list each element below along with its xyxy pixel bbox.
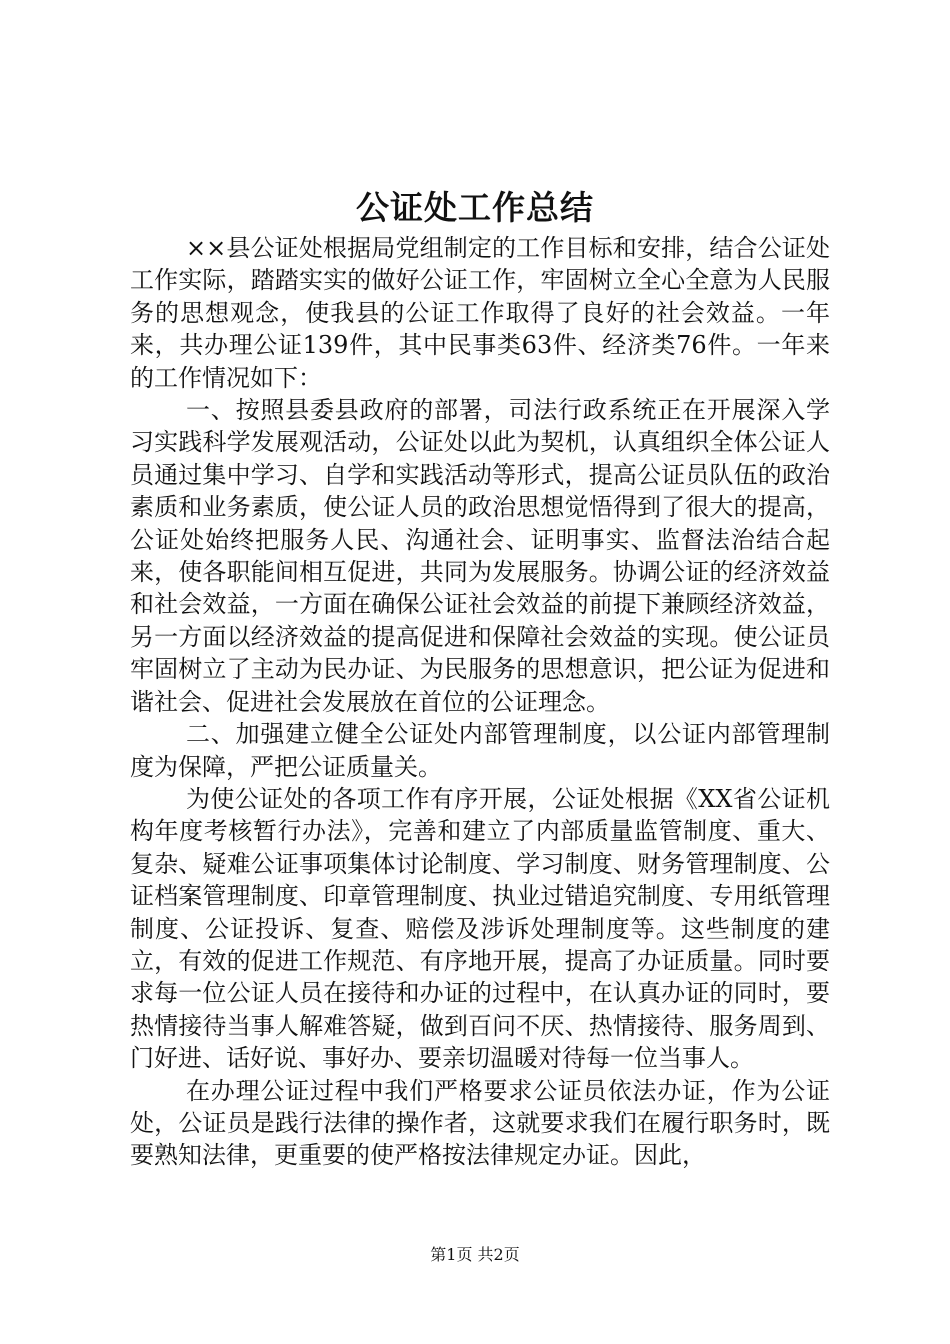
page-title: 公证处工作总结 — [356, 188, 594, 227]
paragraph-lawful-process: 在办理公证过程中我们严格要求公证员依法办证，作为公证处，公证员是践行法律的操作者，这就要求我们在履行职务时，既要熟知法律，更重要的使严格按法律规定办证。因此， — [130, 1076, 830, 1170]
paragraph-section-1: 一、按照县委县政府的部署，司法行政系统正在开展深入学习实践科学发展观活动，公证处以此为契机，认真组织全体公证人员通过集中学习、自学和实践活动等形式，提高公证员队伍的政治素质和业务素质，使公证人员的政治思想觉悟得到了很大的提高，公证处始终把服务人民、沟通社会、证明事实、监督法治结合起来，使各职能间相互促进，共同为发展服务。协调公证的经济效益和社会效益，一方面在确保公证社会效益的前提下兼顾经济效益，另一方面以经济效益的提高促进和保障社会效益的实现。使公证员牢固树立了主动为民办证、为民服务的思想意识，把公证为促进和谐社会、促进社会发展放在首位的公证理念。 — [130, 396, 830, 716]
document-body — [130, 232, 830, 1172]
page-number-footer: 第1页 共2页 — [430, 1245, 520, 1264]
paragraph-management-rules: 为使公证处的各项工作有序开展，公证处根据《XX省公证机构年度考核暂行办法》，完善和建立了内部质量监管制度、重大、复杂、疑难公证事项集体讨论制度、学习制度、财务管理制度、公证档案管理制度、印章管理制度、执业过错追究制度、专用纸管理制度、公证投诉、复查、赔偿及涉诉处理制度等。这些制度的建立，有效的促进工作规范、有序地开展，提高了办证质量。同时要求每一位公证人员在接待和办证的过程中，在认真办证的同时，要热情接待当事人解难答疑，做到百问不厌、热情接待、服务周到、门好进、话好说、事好办、要亲切温暖对待每一位当事人。 — [130, 784, 830, 1073]
paragraph-intro: ××县公证处根据局党组制定的工作目标和安排，结合公证处工作实际，踏踏实实的做好公证工作，牢固树立全心全意为人民服务的思想观念，使我县的公证工作取得了良好的社会效益。一年来，共办理公证139件，其中民事类63件、经济类76件。一年来的工作情况如下： — [130, 234, 830, 392]
paragraph-section-2: 二、加强建立健全公证处内部管理制度，以公证内部管理制度为保障，严把公证质量关。 — [130, 720, 830, 781]
